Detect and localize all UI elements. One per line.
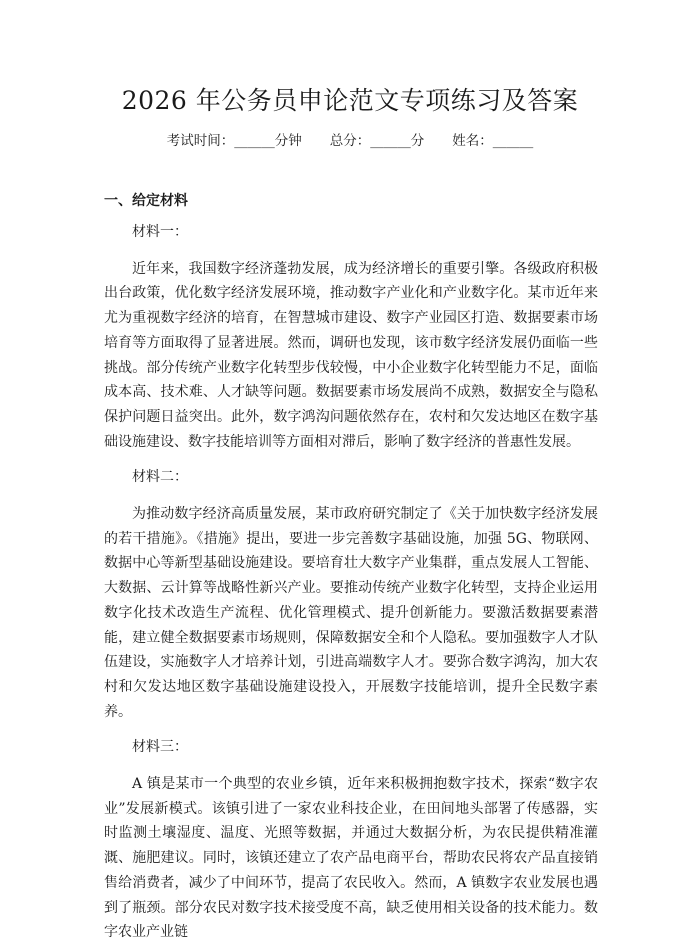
page-title: 2026 年公务员申论范文专项练习及答案 [121,86,579,115]
material-paragraph: 为推动数字经济高质量发展，某市政府研究制定了《关于加快数字经济发展的若干措施》。《措施》提出，要进一步完善数字基础设施，加强 5G、物联网、数据中心等新型基础设施建设。要培育壮大数字产业集群，重点发展人工智能、大数据、云计算等战略性新兴产业。要推动传统产业数字化转型，支持企业运用数字化技术改造生产流程、优化管理模式、提升创新能力。要激活数据要素潜能，建立健全数据要素市场规则，保障数据安全和个人隐私。要加强数字人才队伍建设，实施数字人才培养计划，引进高端数字人才。要弥合数字鸿沟，加大农村和欠发达地区数字基础设施建设投入，开展数字技能培训，提升全民数字素养。 [104,506,598,720]
exam-meta-row [0,131,700,151]
total-score-field: 总分：______分 [329,133,425,149]
material-label: 材料二： [132,469,188,486]
name-field: 姓名：______ [452,133,534,149]
section-heading: 一、给定材料 [104,193,188,209]
materials-body [104,220,598,945]
material-label: 材料一： [132,224,188,240]
exam-time-field: 考试时间：______分钟 [166,133,302,149]
material-paragraph: A 镇是某市一个典型的农业乡镇，近年来积极拥抱数字技术，探索“数字农业”发展新模式。该镇引进了一家农业科技企业，在田间地头部署了传感器，实时监测土壤湿度、温度、光照等数据，并通过大数据分析，为农民提供精准灌溉、施肥建议。同时，该镇还建立了农产品电商平台，帮助农民将农产品直接销售给消费者，减少了中间环节，提高了农民收入。然而，A 镇数字农业发展也遇到了瓶颈。部分农民对数字技术接受度不高，缺乏使用相关设备的技术能力。数字农业产业链 [104,776,598,941]
material-label: 材料三： [132,739,188,756]
material-paragraph: 近年来，我国数字经济蓬勃发展，成为经济增长的重要引擎。各级政府积极出台政策，优化数字经济发展环境，推动数字产业化和产业数字化。某市近年来尤为重视数字经济的培育，在智慧城市建设、数字产业园区打造、数据要素市场培育等方面取得了显著进展。然而，调研也发现，该市数字经济发展仍面临一些挑战。部分传统产业数字化转型步伐较慢，中小企业数字化转型能力不足，面临成本高、技术难、人才缺等问题。数据要素市场发展尚不成熟，数据安全与隐私保护问题日益突出。此外，数字鸿沟问题依然存在，农村和欠发达地区在数字基础设施建设、数字技能培训等方面相对滞后，影响了数字经济的普惠性发展。 [104,260,598,450]
